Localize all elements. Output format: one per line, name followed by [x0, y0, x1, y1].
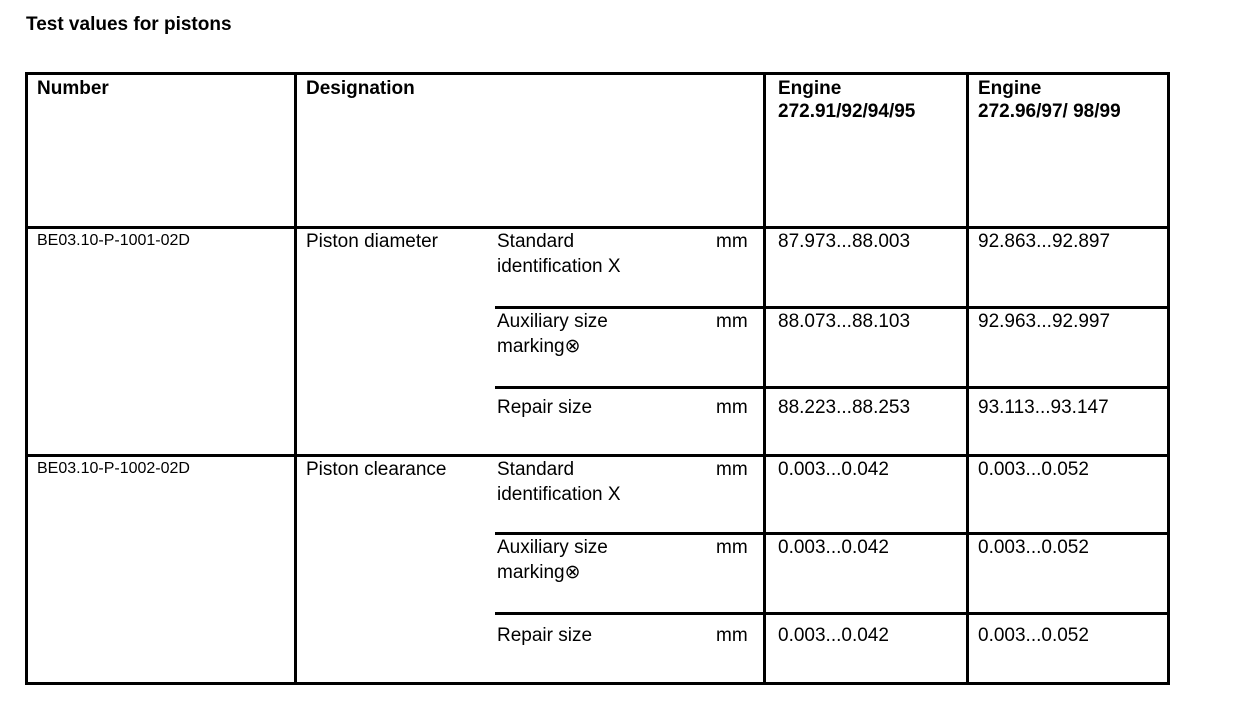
row-label-line1: Standard: [497, 459, 575, 480]
row-engine-b-value: 0.003...0.052: [978, 459, 1089, 480]
column-divider-engine-a: [763, 75, 766, 682]
header-engine-a: [778, 77, 915, 123]
row-engine-a-value: 0.003...0.042: [778, 537, 889, 558]
page-title: Test values for pistons: [26, 14, 232, 35]
row-engine-a-value: 87.973...88.003: [778, 231, 911, 252]
row-label: Repair size: [497, 625, 593, 646]
piston-test-values-table: [25, 72, 1170, 685]
row-engine-b-value: 0.003...0.052: [978, 537, 1089, 558]
group-number: BE03.10-P-1001-02D: [37, 232, 190, 249]
row-engine-a-value: 88.073...88.103: [778, 311, 911, 332]
row-engine-a-value: 0.003...0.042: [778, 459, 889, 480]
row-engine-b-value: 92.963...92.997: [978, 311, 1111, 332]
row-label: [497, 309, 608, 359]
row-label: [497, 229, 621, 279]
column-divider-number: [294, 75, 297, 682]
row-engine-a-value: 88.223...88.253: [778, 397, 911, 418]
header-designation: Designation: [306, 78, 415, 99]
row-unit: mm: [716, 311, 748, 332]
row-engine-b-value: 0.003...0.052: [978, 625, 1089, 646]
row-unit: mm: [716, 397, 748, 418]
row-label-line1: Standard: [497, 231, 575, 252]
row-label: Repair size: [497, 397, 593, 418]
subrow-divider: [495, 612, 1167, 615]
row-engine-a-value: 0.003...0.042: [778, 625, 889, 646]
header-engine-b-line1: Engine: [978, 78, 1042, 99]
column-divider-engine-b: [966, 75, 969, 682]
row-label-line2: marking⊗: [497, 336, 581, 357]
group-designation: Piston clearance: [306, 459, 447, 480]
header-engine-b-line2: 272.96/97/ 98/99: [978, 101, 1121, 122]
row-label: [497, 457, 621, 507]
row-unit: mm: [716, 537, 748, 558]
row-label-line2: identification X: [497, 484, 621, 505]
row-unit: mm: [716, 459, 748, 480]
header-engine-a-line1: Engine: [778, 78, 842, 99]
header-number: Number: [37, 78, 109, 99]
header-engine-b: [978, 77, 1121, 123]
row-label: [497, 535, 608, 585]
subrow-divider: [495, 386, 1167, 389]
row-label-line2: marking⊗: [497, 562, 581, 583]
row-label-line1: Auxiliary size: [497, 537, 608, 558]
row-label-line2: identification X: [497, 256, 621, 277]
group-designation: Piston diameter: [306, 231, 439, 252]
row-engine-b-value: 93.113...93.147: [978, 397, 1109, 418]
row-unit: mm: [716, 231, 748, 252]
row-label-line1: Auxiliary size: [497, 311, 608, 332]
group-number: BE03.10-P-1002-02D: [37, 460, 190, 477]
header-engine-a-line2: 272.91/92/94/95: [778, 101, 916, 122]
row-unit: mm: [716, 625, 748, 646]
row-engine-b-value: 92.863...92.897: [978, 231, 1111, 252]
